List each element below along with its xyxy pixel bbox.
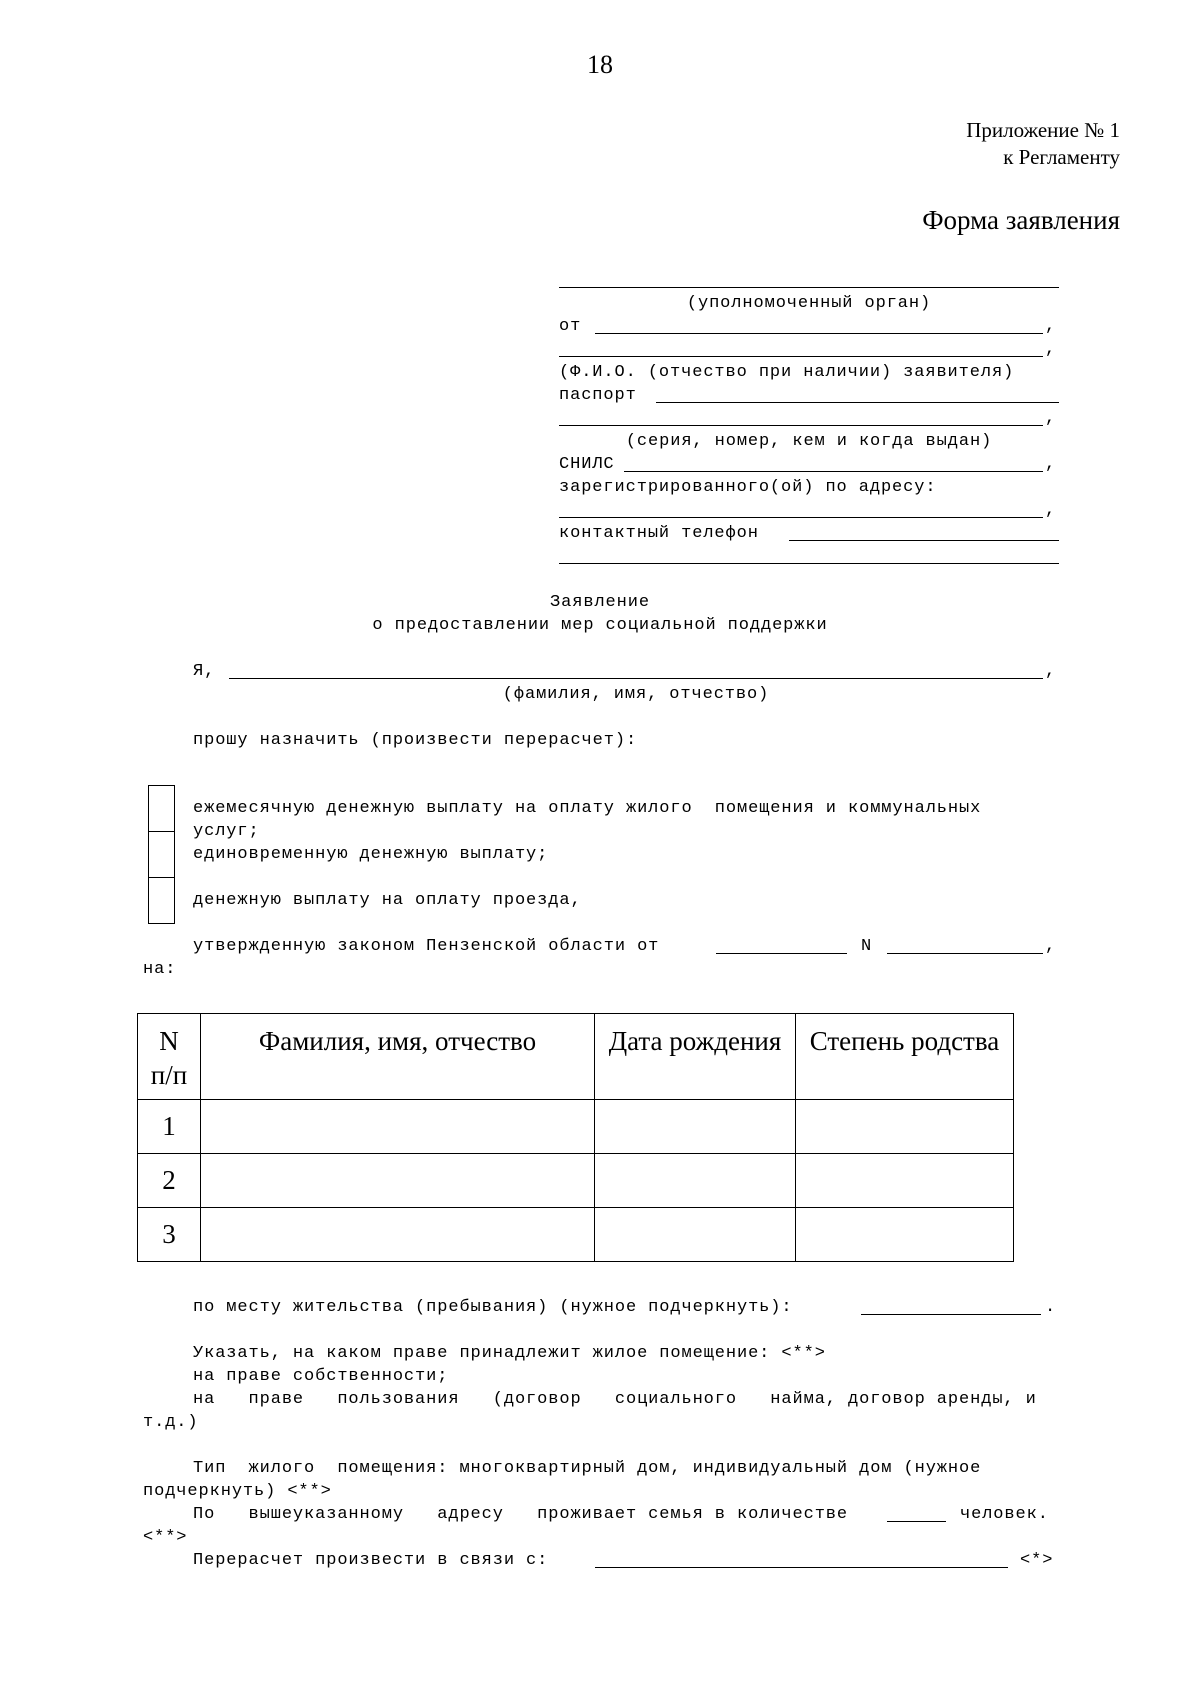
column-header-relationship: Степень родства bbox=[796, 1014, 1014, 1100]
comma: , bbox=[1045, 455, 1057, 474]
family-text: По вышеуказанному адресу проживает семья в количестве bbox=[193, 1505, 848, 1524]
column-header-number: N п/п bbox=[138, 1014, 201, 1100]
relationship-cell[interactable] bbox=[796, 1100, 1014, 1154]
dwelling-type-line-1: Тип жилого помещения: многоквартирный дом, индивидуальный дом (нужное bbox=[193, 1459, 982, 1478]
checkbox-travel-payment[interactable] bbox=[148, 877, 175, 924]
comma: , bbox=[1045, 340, 1057, 359]
row-number: 3 bbox=[138, 1208, 201, 1262]
residence-line bbox=[861, 1314, 1041, 1315]
birth-date-cell[interactable] bbox=[595, 1100, 796, 1154]
column-header-name: Фамилия, имя, отчество bbox=[201, 1014, 595, 1100]
residence-end: . bbox=[1045, 1298, 1057, 1317]
from-label: от bbox=[559, 317, 582, 336]
option-monthly-line-1: ежемесячную денежную выплату на оплату жилого помещения и коммунальных bbox=[193, 799, 982, 818]
authority-caption: (уполномоченный орган) bbox=[686, 294, 932, 313]
dwelling-type-line-2: подчеркнуть) <**> bbox=[143, 1482, 332, 1501]
law-text: утвержденную законом Пензенской области от bbox=[193, 937, 660, 956]
table-row bbox=[138, 1100, 1014, 1154]
right-use-line-2: т.д.) bbox=[143, 1413, 199, 1432]
family-count-line bbox=[887, 1521, 946, 1522]
birth-date-cell[interactable] bbox=[595, 1154, 796, 1208]
option-monthly-line-2: услуг; bbox=[193, 822, 260, 841]
appendix-line-2: к Регламенту bbox=[1003, 145, 1120, 169]
relationship-cell[interactable] bbox=[796, 1154, 1014, 1208]
birth-date-cell[interactable] bbox=[595, 1208, 796, 1262]
address-line bbox=[559, 517, 1043, 518]
checkbox-monthly-payment[interactable] bbox=[148, 785, 175, 832]
from-line bbox=[595, 333, 1043, 334]
column-header-birth-date: Дата рождения bbox=[595, 1014, 796, 1100]
right-own: на праве собственности; bbox=[193, 1367, 449, 1386]
relationship-cell[interactable] bbox=[796, 1208, 1014, 1262]
row-number: 2 bbox=[138, 1154, 201, 1208]
table-header-row bbox=[138, 1014, 1014, 1100]
comma: , bbox=[1045, 501, 1057, 520]
name-cell[interactable] bbox=[201, 1100, 595, 1154]
comma: , bbox=[1045, 937, 1057, 956]
name-cell[interactable] bbox=[201, 1208, 595, 1262]
checkbox-lump-sum-payment[interactable] bbox=[148, 831, 175, 878]
applicant-name-caption: (фамилия, имя, отчество) bbox=[502, 685, 770, 704]
row-number: 1 bbox=[138, 1100, 201, 1154]
relatives-table bbox=[137, 1013, 1014, 1262]
fio-line bbox=[559, 356, 1043, 357]
comma: , bbox=[1045, 662, 1057, 681]
snils-line bbox=[624, 471, 1043, 472]
family-persons: человек. bbox=[960, 1505, 1049, 1524]
i-label: Я, bbox=[193, 662, 216, 681]
form-title: Форма заявления bbox=[922, 205, 1120, 235]
passport-line-2 bbox=[559, 425, 1043, 426]
table-row bbox=[138, 1154, 1014, 1208]
authority-line bbox=[559, 287, 1059, 288]
page-number: 18 bbox=[587, 50, 613, 79]
right-use-line-1: на праве пользования (договор социального найма, договор аренды, и bbox=[193, 1390, 1037, 1409]
fio-caption: (Ф.И.О. (отчество при наличии) заявителя) bbox=[559, 363, 1015, 382]
recalc-text: Перерасчет произвести в связи с: bbox=[193, 1551, 549, 1570]
statement-title: Заявление bbox=[550, 593, 650, 612]
phone-label: контактный телефон bbox=[559, 524, 759, 543]
applicant-name-line bbox=[229, 678, 1043, 679]
law-na-label: на: bbox=[143, 960, 177, 979]
right-question: Указать, на каком праве принадлежит жилое помещение: <**> bbox=[193, 1344, 826, 1363]
registered-label: зарегистрированного(ой) по адресу: bbox=[559, 478, 937, 497]
recalc-line bbox=[595, 1567, 1008, 1568]
phone-line-2 bbox=[559, 563, 1059, 564]
residence-text: по месту жительства (пребывания) (нужное подчеркнуть): bbox=[193, 1298, 793, 1317]
passport-label: паспорт bbox=[559, 386, 637, 405]
comma: , bbox=[1045, 409, 1057, 428]
family-note: <**> bbox=[143, 1528, 188, 1547]
statement-subtitle: о предоставлении мер социальной поддержки bbox=[372, 616, 828, 635]
option-lump-sum: единовременную денежную выплату; bbox=[193, 845, 549, 864]
request-text: прошу назначить (произвести перерасчет): bbox=[193, 731, 638, 750]
recalc-note: <*> bbox=[1020, 1551, 1054, 1570]
name-cell[interactable] bbox=[201, 1154, 595, 1208]
option-travel: денежную выплату на оплату проезда, bbox=[193, 891, 582, 910]
law-number-line bbox=[887, 953, 1043, 954]
law-n-label: N bbox=[861, 937, 873, 956]
table-row bbox=[138, 1208, 1014, 1262]
passport-line bbox=[656, 402, 1059, 403]
appendix-line-1: Приложение № 1 bbox=[966, 118, 1120, 142]
phone-line bbox=[789, 540, 1059, 541]
law-date-line bbox=[716, 953, 847, 954]
snils-label: СНИЛС bbox=[559, 455, 615, 474]
comma: , bbox=[1045, 317, 1057, 336]
passport-caption: (серия, номер, кем и когда выдан) bbox=[625, 432, 993, 451]
